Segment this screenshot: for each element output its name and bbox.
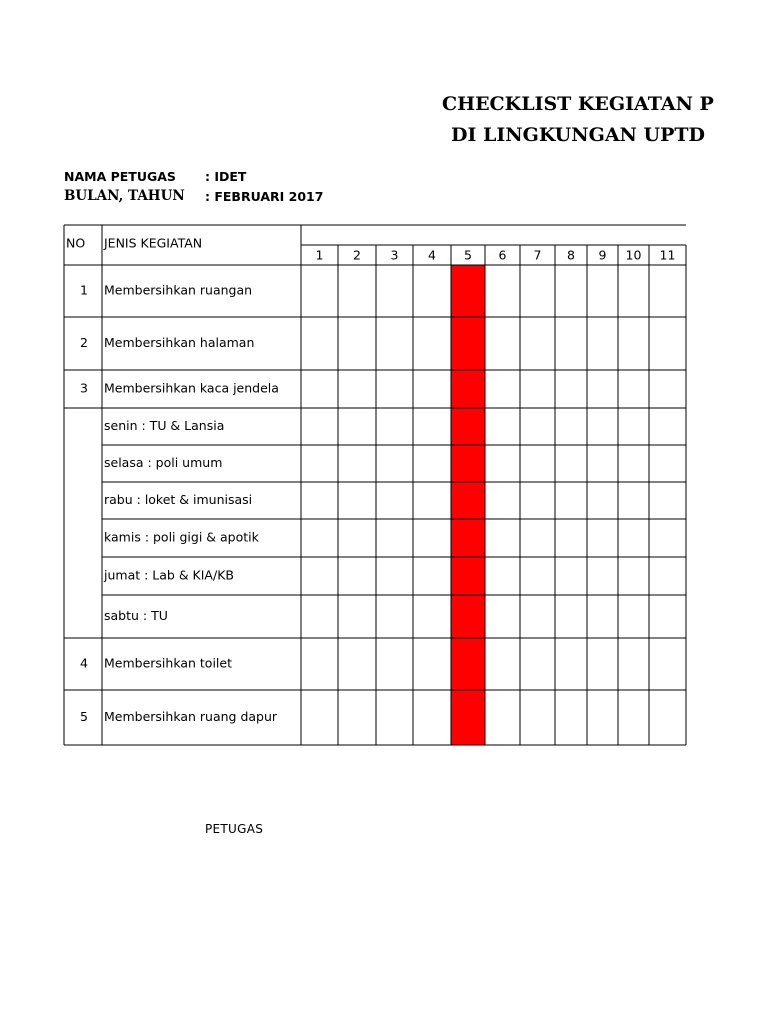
- activity-label: Membersihkan ruangan: [104, 282, 253, 298]
- period-label: BULAN, TAHUN: [64, 188, 185, 204]
- highlighted-day-column: [451, 265, 485, 745]
- day-header-11: 11: [659, 247, 676, 263]
- day-header-4: 4: [428, 247, 436, 263]
- day-header-3: 3: [390, 247, 399, 263]
- activity-label: Membersihkan kaca jendela: [104, 380, 279, 396]
- activity-label: kamis : poli gigi & apotik: [104, 529, 259, 545]
- day-header-6: 6: [498, 247, 507, 263]
- row-number: 5: [80, 709, 88, 724]
- day-header-5: 5: [464, 247, 472, 263]
- day-header-1: 1: [315, 247, 324, 263]
- activity-label: sabtu : TU: [104, 608, 168, 623]
- day-header-2: 2: [353, 247, 361, 263]
- activity-label: senin : TU & Lansia: [104, 418, 225, 433]
- header-no: NO: [66, 235, 86, 251]
- signature-label: PETUGAS: [205, 822, 264, 836]
- row-number: 4: [80, 655, 88, 671]
- day-header-7: 7: [533, 247, 542, 263]
- document-title-line2: DI LINGKUNGAN UPTD: [451, 124, 706, 146]
- row-number: 1: [80, 282, 88, 298]
- activity-label: rabu : loket & imunisasi: [104, 492, 253, 507]
- header-activity: JENIS KEGIATAN: [104, 235, 203, 251]
- activity-label: Membersihkan toilet: [104, 655, 232, 671]
- activity-label: selasa : poli umum: [104, 455, 223, 470]
- activity-label: Membersihkan halaman: [104, 335, 255, 350]
- officer-name-label: NAMA PETUGAS: [64, 169, 176, 184]
- day-header-8: 8: [567, 247, 575, 263]
- day-header-9: 9: [598, 247, 607, 263]
- day-header-10: 10: [625, 247, 642, 263]
- row-number: 2: [80, 335, 88, 350]
- period-value: : FEBRUARI 2017: [205, 189, 324, 204]
- activity-label: jumat : Lab & KIA/KB: [104, 567, 234, 583]
- officer-name-value: : IDET: [205, 169, 247, 184]
- activity-label: Membersihkan ruang dapur: [104, 709, 278, 724]
- document-title-line1: CHECKLIST KEGIATAN P: [442, 93, 714, 115]
- row-number: 3: [80, 380, 88, 396]
